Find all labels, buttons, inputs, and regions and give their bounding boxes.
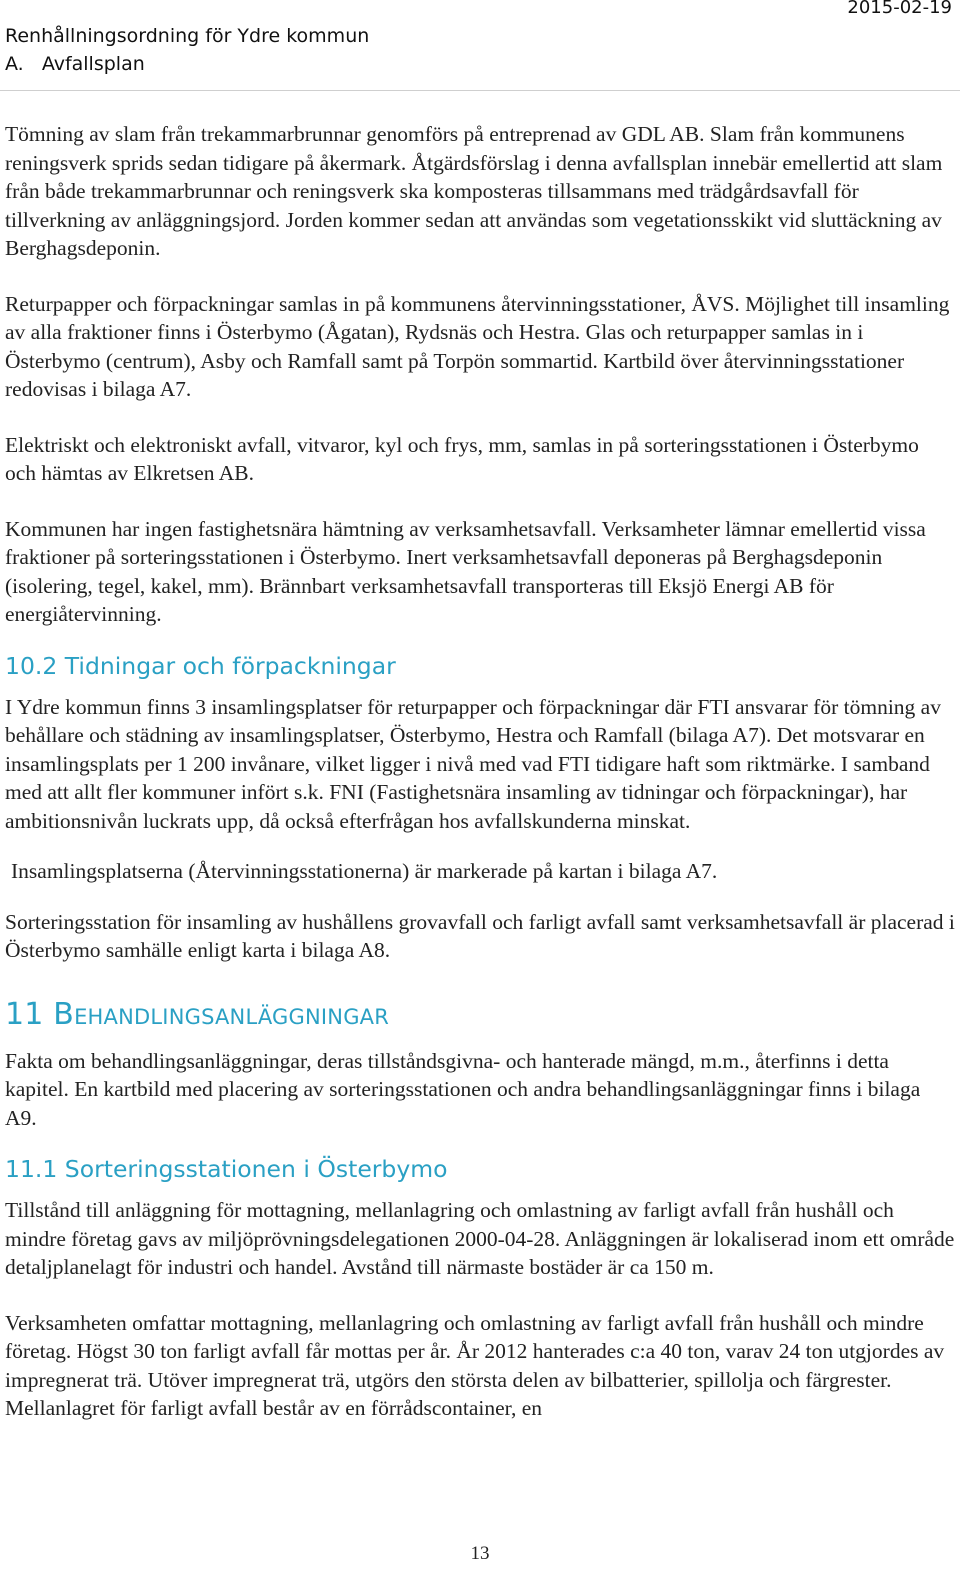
document-title: Renhållningsordning för Ydre kommun — [5, 25, 370, 47]
section-heading-11-1: 11.1 Sorteringsstationen i Österbymo — [5, 1155, 448, 1183]
paragraph: Tömning av slam från trekammarbrunnar genomförs på entreprenad av GDL AB. Slam från kommunens reningsverk sprids sedan tidigare på åkermark. Åtgärdsförslag i denna avfallsplan innebär emellertid att slam från både trekammarbrunnar och reningsverk ska komposteras tillsammans med trädgårdsavfall för tillverkning av anläggningsjord. Jorden kommer sedan att användas som vegetationsskikt vid sluttäckning av Berghagsdeponin. — [5, 122, 943, 260]
section-heading-11: 11 Behandlingsanläggningar — [5, 996, 390, 1032]
paragraph: Returpapper och förpackningar samlas in på kommunens återvinningsstationer, ÅVS. Möjlighet till insamling av alla fraktioner finns i Österbymo (Ågatan), Rydsnäs och Hestra. Glas och returpapper samlas in i Österbymo (centrum), Asby och Ramfall samt på Torpön sommartid. Kartbild över återvinningsstationer redovisas i bilaga A7. — [5, 291, 950, 401]
paragraph: Tillstånd till anläggning för mottagning, mellanlagring och omlastning av farligt avfall från hushåll och mindre företag gavs av miljöprövningsdelegationen 2000-04-28. Anläggningen är lokaliserad inom ett område detaljplanelagt för industri och handel. Avstånd till närmaste bostäder är ca 150 m. — [5, 1198, 955, 1279]
paragraph: I Ydre kommun finns 3 insamlingsplatser för returpapper och förpackningar där FTI ansvarar för tömning av behållare och städning av insamlingsplatser, Österbymo, Hestra och Ramfall (bilaga A7). Det motsvarar en insamlingsplats per 1 200 invånare, vilket ligger i nivå med vad FTI tidigare haft som riktmärke. I samband med att allt fler kommuner infört s.k. FNI (Fastighetsnära insamling av tidningar och förpackningar), har ambitionsnivån luckrats upp, då också efterfrågan hos avfallskunderna minskat. — [5, 694, 941, 833]
paragraph: Verksamheten omfattar mottagning, mellanlagring och omlastning av farligt avfall från hushåll och mindre företag. Högst 30 ton farligt avfall får mottas per år. År 2012 hanterades c:a 40 ton, varav 24 ton utgjordes av impregnerat trä. Utöver impregnerat trä, utgörs den största delen av bilbatterier, spillolja och färgrester. Mellanlagret för farligt avfall består av en förrådscontainer, en — [5, 1310, 945, 1420]
header-divider — [0, 90, 960, 91]
document-body — [5, 120, 955, 1450]
paragraph: Sorteringsstation för insamling av hushållens grovavfall och farligt avfall samt verksamhetsavfall är placerad i Österbymo samhälle enligt karta i bilaga A8. — [5, 909, 955, 962]
paragraph: Kommunen har ingen fastighetsnära hämtning av verksamhetsavfall. Verksamheter lämnar emellertid vissa fraktioner på sorteringsstationen i Österbymo. Inert verksamhetsavfall deponeras på Berghagsdeponin (isolering, tegel, kakel, mm). Brännbart verksamhetsavfall transporteras till Eksjö Energi AB för energiåtervinning. — [5, 516, 926, 626]
document-date: 2015-02-19 — [847, 0, 952, 18]
page-number: 13 — [470, 1543, 490, 1564]
section-heading-10-2: 10.2 Tidningar och förpackningar — [5, 651, 396, 680]
paragraph: Insamlingsplatserna (Återvinningsstationerna) är markerade på kartan i bilaga A7. — [11, 859, 718, 883]
page-header — [5, 22, 369, 78]
document-subtitle: A. Avfallsplan — [5, 53, 145, 75]
paragraph: Fakta om behandlingsanläggningar, deras tillståndsgivna- och hanterade mängd, m.m., återfinns i detta kapitel. En kartbild med placering av sorteringsstationen och andra behandlingsanläggningar finns i bilaga A9. — [5, 1048, 921, 1130]
paragraph: Elektriskt och elektroniskt avfall, vitvaror, kyl och frys, mm, samlas in på sorteringsstationen i Österbymo och hämtas av Elkretsen AB. — [5, 432, 919, 485]
